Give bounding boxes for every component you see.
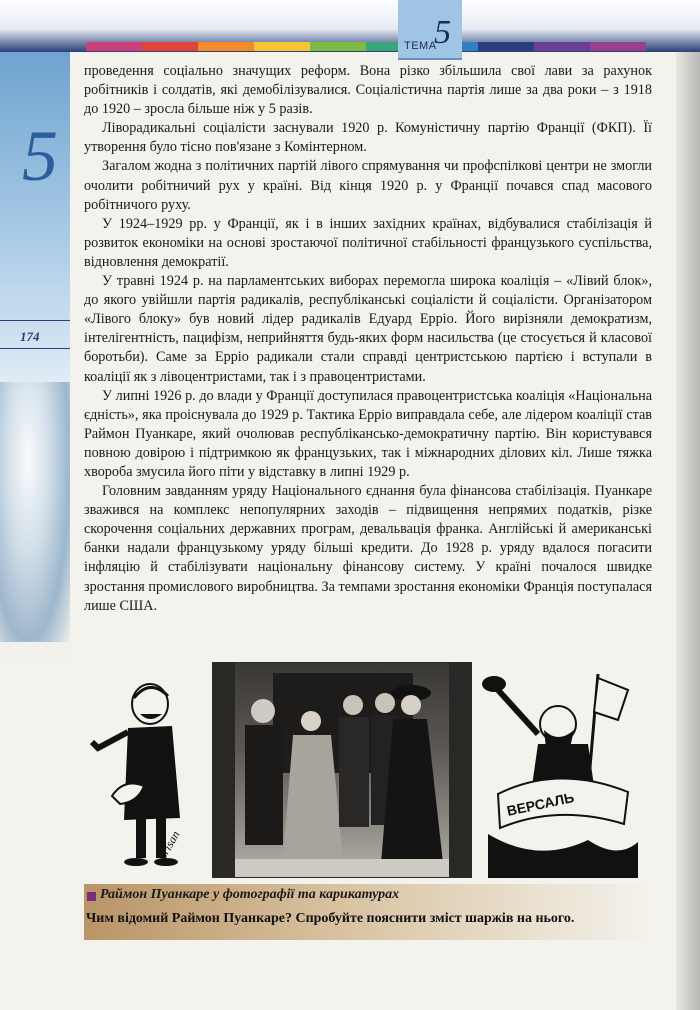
sidebar-decorative-image <box>0 382 70 642</box>
paragraph: проведення соціально значущих реформ. Вона різко збільшила свої лави за рахунок робітників і солдатів, які демобілізувалися. Соціалістична партія лише за два роки – з 1918 до 1920 – зросла більше ніж у 5 разів. <box>84 63 652 118</box>
paragraph: У липні 1926 р. до влади у Франції доступилася правоцентристська коаліція «Національна єдність», яка проіснувала до 1929 р. Тактика Ерріо виправдала себе, але лідером коаліції став Раймон Пуанкаре, який очолював республікансько-демократичну партію. Він користувався повною довірою і підтримкою як французьких, так і міжнародних ділових кіл. Лише тяжка хвороба змусила його піти у відставку в липні 1929 р. <box>84 387 652 480</box>
page-edge-shade <box>676 0 700 1010</box>
color-strip <box>86 42 646 51</box>
sidebar <box>0 52 70 672</box>
figure-images <box>84 660 654 880</box>
paragraph: У травні 1924 р. на парламентських виборах перемогла широка коаліція – «Лівий блок», до якого увійшли партія радикалів, республіканські соціалісти й соціалісти. Організатором «Лівого блоку» був новий лідер радикалів Едуард Ерріо. Його вирізняли демократизм, інтелігентність, пацифізм, неприйняття будь-яких форм насильства (це стосується й класової боротьби). Саме за Ерріо радикали стали справді центристською партією і вступали в коаліції як з лівоцентристами, так і з правоцентристами. <box>84 273 652 385</box>
color-strip-segment <box>534 42 590 51</box>
caricature-left-image <box>84 668 202 878</box>
caption-bullet-icon <box>87 892 96 901</box>
paragraph: Ліворадикальні соціалісти заснували 1920 р. Комуністичну партію Франції (ФКП). Її утворення було тісно пов'язане з Комінтерном. <box>84 120 652 156</box>
topic-tab <box>398 0 462 60</box>
color-strip-segment <box>478 42 534 51</box>
color-strip-segment <box>142 42 198 51</box>
page-number-rule-top <box>0 320 70 321</box>
figure-caption <box>84 884 650 940</box>
paragraph: Загалом жодна з політичних партій лівого спрямування чи профспілкові центри не змогли очолити робітничий рух у країні. Від кінця 1920 р. у Франції почався спад масового робітничого руху. <box>84 158 652 213</box>
caption-question: Чим відомий Раймон Пуанкаре? Спробуйте пояснити зміст шаржів на нього. <box>86 911 575 926</box>
caricature-right-image <box>478 664 646 878</box>
topic-label: ТЕМА <box>404 40 437 52</box>
color-strip-segment <box>310 42 366 51</box>
caricature-banner-text: ВЕРСАЛЬ <box>505 789 576 819</box>
color-strip-segment <box>254 42 310 51</box>
section-number: 5 <box>22 116 58 196</box>
paragraph: У 1924–1929 рр. у Франції, як і в інших західних країнах, відбувалися стабілізація й розвиток економіки на основі зростаючої політичної стабільності французького суспільства, відновлення демократії. <box>84 215 652 270</box>
body-text <box>84 62 652 616</box>
color-strip-segment <box>590 42 646 51</box>
color-strip-segment <box>198 42 254 51</box>
page-number-rule-bottom <box>0 348 70 349</box>
topic-number: 5 <box>434 14 451 51</box>
photograph-people-figures <box>213 663 471 877</box>
page-number: 174 <box>20 329 40 344</box>
caption-title: Раймон Пуанкаре у фотографії та карикатурах <box>100 887 400 902</box>
paragraph: Головним завданням уряду Національного єднання була фінансова стабілізація. Пуанкаре зважився на комплекс непопулярних заходів – підвищення непрямих податків, різке скорочення соціальних державних програм, девальвація франка. Англійські й американські банки надали французькому уряду більші кредити. До 1928 р. уряду вдалося погасити інфляцію й стабілізувати національну фінансову систему. У країні почалося швидке зростання промислового виробництва. За темпами зростання економіки Франція поступалася лише США. <box>84 483 652 614</box>
photograph <box>212 662 472 878</box>
caricature-signature: Brisan <box>154 828 183 863</box>
color-strip-segment <box>86 42 142 51</box>
